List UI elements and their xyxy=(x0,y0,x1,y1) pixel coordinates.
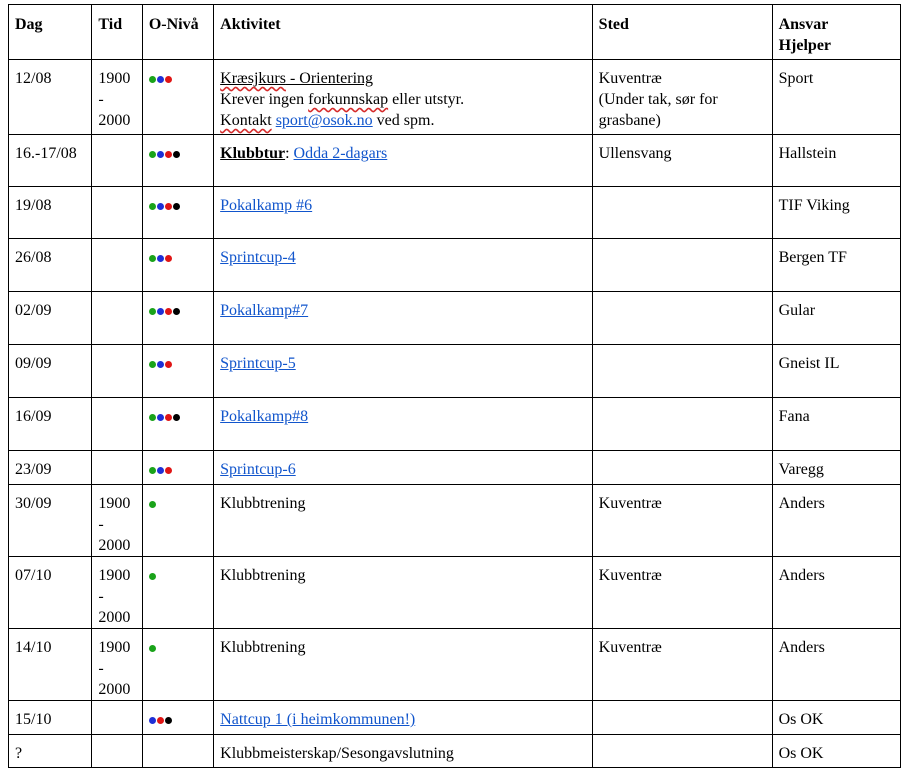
cell-sted xyxy=(592,629,772,701)
cell-ansvar: Gneist IL xyxy=(772,345,900,398)
activity-text: Klubbtrening xyxy=(220,567,306,584)
cell-aktivitet xyxy=(214,135,593,187)
activity-bold-label: Klubbtur xyxy=(220,145,286,162)
header-row xyxy=(9,5,901,60)
cell-ansvar: Sport xyxy=(772,60,900,135)
cell-ansvar: Anders xyxy=(772,629,900,701)
black-dot-icon xyxy=(165,717,172,724)
cell-tid xyxy=(92,135,142,187)
activity-note-a: Krever ingen xyxy=(220,91,309,108)
sted-line1: Kuventræ xyxy=(598,639,662,656)
cell-sted xyxy=(592,451,772,485)
level-dots xyxy=(149,573,156,580)
cell-dag: 07/10 xyxy=(9,557,92,629)
green-dot-icon xyxy=(149,255,156,262)
green-dot-icon xyxy=(149,414,156,421)
header-sted: Sted xyxy=(592,5,772,60)
level-dots xyxy=(149,151,180,158)
cell-niva xyxy=(142,629,213,701)
cell-dag: 26/08 xyxy=(9,239,92,292)
sted-line2: (Under tak, sør for xyxy=(598,91,718,108)
black-dot-icon xyxy=(173,151,180,158)
cell-aktivitet xyxy=(214,557,593,629)
activity-link[interactable]: Pokalkamp #6 xyxy=(220,197,313,214)
header-ansvar xyxy=(772,5,900,60)
cell-niva xyxy=(142,701,213,735)
cell-aktivitet xyxy=(214,398,593,451)
activity-note-c: eller utstyr. xyxy=(388,91,465,108)
table-row xyxy=(9,485,901,557)
activity-note xyxy=(220,89,586,110)
cell-niva xyxy=(142,345,213,398)
activity-contact-suffix: ved spm. xyxy=(372,112,435,129)
green-dot-icon xyxy=(149,308,156,315)
cell-ansvar: Anders xyxy=(772,557,900,629)
table-row xyxy=(9,451,901,485)
red-dot-icon xyxy=(165,255,172,262)
green-dot-icon xyxy=(149,645,156,652)
activity-link[interactable]: Sprintcup-6 xyxy=(220,461,296,478)
cell-tid xyxy=(92,398,142,451)
activity-contact xyxy=(220,110,586,131)
activity-link[interactable]: Sprintcup-4 xyxy=(220,249,296,266)
header-dag: Dag xyxy=(9,5,92,60)
cell-ansvar: Varegg xyxy=(772,451,900,485)
activity-link[interactable]: Sprintcup-5 xyxy=(220,355,296,372)
activity-text: Klubbmeisterskap/Sesongavslutning xyxy=(220,745,454,762)
cell-tid xyxy=(92,345,142,398)
header-ansvar-line1: Ansvar xyxy=(778,16,829,33)
cell-tid xyxy=(92,187,142,239)
blue-dot-icon xyxy=(157,467,164,474)
blue-dot-icon xyxy=(149,717,156,724)
level-dots xyxy=(149,361,172,368)
cell-aktivitet xyxy=(214,701,593,735)
cell-dag: 09/09 xyxy=(9,345,92,398)
cell-dag: ? xyxy=(9,735,92,768)
cell-dag: 19/08 xyxy=(9,187,92,239)
sted-line1: Kuventræ xyxy=(598,70,662,87)
red-dot-icon xyxy=(165,76,172,83)
blue-dot-icon xyxy=(157,151,164,158)
cell-niva xyxy=(142,485,213,557)
cell-tid-end: 2000 xyxy=(98,609,131,626)
cell-sted xyxy=(592,398,772,451)
cell-ansvar: Os OK xyxy=(772,701,900,735)
cell-aktivitet xyxy=(214,485,593,557)
sted-line1: Kuventræ xyxy=(598,495,662,512)
cell-aktivitet xyxy=(214,60,593,135)
cell-tid xyxy=(92,735,142,768)
activity-text: Klubbtrening xyxy=(220,495,306,512)
cell-dag: 14/10 xyxy=(9,629,92,701)
cell-dag: 16/09 xyxy=(9,398,92,451)
cell-sted xyxy=(592,239,772,292)
cell-niva xyxy=(142,557,213,629)
sted-line3: grasbane) xyxy=(598,112,661,129)
level-dots xyxy=(149,76,172,83)
green-dot-icon xyxy=(149,573,156,580)
table-row xyxy=(9,345,901,398)
cell-aktivitet xyxy=(214,345,593,398)
blue-dot-icon xyxy=(157,361,164,368)
red-dot-icon xyxy=(165,361,172,368)
blue-dot-icon xyxy=(157,308,164,315)
red-dot-icon xyxy=(165,151,172,158)
cell-ansvar: Bergen TF xyxy=(772,239,900,292)
cell-niva xyxy=(142,187,213,239)
cell-dag: 30/09 xyxy=(9,485,92,557)
cell-niva xyxy=(142,398,213,451)
level-dots xyxy=(149,203,180,210)
activity-separator: : xyxy=(285,145,294,162)
red-dot-icon xyxy=(165,414,172,421)
table-row xyxy=(9,398,901,451)
cell-tid xyxy=(92,629,142,701)
cell-tid xyxy=(92,60,142,135)
cell-tid xyxy=(92,451,142,485)
green-dot-icon xyxy=(149,361,156,368)
activity-title-b: - Orientering xyxy=(285,70,374,87)
cell-aktivitet xyxy=(214,292,593,345)
level-dots xyxy=(149,717,172,724)
cell-ansvar: Hallstein xyxy=(772,135,900,187)
level-dots xyxy=(149,645,156,652)
cell-dag: 12/08 xyxy=(9,60,92,135)
blue-dot-icon xyxy=(157,203,164,210)
activity-text: Klubbtrening xyxy=(220,639,306,656)
cell-sted xyxy=(592,557,772,629)
cell-tid xyxy=(92,701,142,735)
activity-title-a: Kræsjkurs xyxy=(220,70,286,87)
blue-dot-icon xyxy=(157,255,164,262)
cell-tid-start: 1900 - xyxy=(98,639,131,677)
cell-dag: 23/09 xyxy=(9,451,92,485)
cell-ansvar: Anders xyxy=(772,485,900,557)
cell-tid xyxy=(92,292,142,345)
table-row xyxy=(9,701,901,735)
table-row xyxy=(9,629,901,701)
cell-niva xyxy=(142,135,213,187)
cell-niva xyxy=(142,451,213,485)
cell-tid-start: 1900 - xyxy=(98,567,131,605)
activity-note-b: forkunnskap xyxy=(308,91,389,108)
green-dot-icon xyxy=(149,203,156,210)
cell-dag: 02/09 xyxy=(9,292,92,345)
sted-line1: Ullensvang xyxy=(598,145,672,162)
cell-niva xyxy=(142,735,213,768)
cell-sted xyxy=(592,345,772,398)
level-dots xyxy=(149,467,172,474)
blue-dot-icon xyxy=(157,414,164,421)
activity-link[interactable]: Pokalkamp#7 xyxy=(220,302,309,319)
header-aktivitet: Aktivitet xyxy=(214,5,593,60)
cell-dag: 16.-17/08 xyxy=(9,135,92,187)
cell-sted xyxy=(592,735,772,768)
level-dots xyxy=(149,414,180,421)
cell-ansvar: TIF Viking xyxy=(772,187,900,239)
level-dots xyxy=(149,501,156,508)
cell-sted xyxy=(592,485,772,557)
red-dot-icon xyxy=(165,203,172,210)
cell-tid-end: 2000 xyxy=(98,537,131,554)
activity-link[interactable]: Nattcup 1 (i heimkommunen!) xyxy=(220,711,416,728)
cell-niva xyxy=(142,60,213,135)
cell-tid xyxy=(92,485,142,557)
sted-line1: Kuventræ xyxy=(598,567,662,584)
red-dot-icon xyxy=(165,308,172,315)
activity-link[interactable]: Pokalkamp#8 xyxy=(220,408,309,425)
cell-ansvar: Fana xyxy=(772,398,900,451)
activity-contact-label: Kontakt xyxy=(220,112,272,129)
cell-tid-end: 2000 xyxy=(98,681,131,698)
level-dots xyxy=(149,255,172,262)
blue-dot-icon xyxy=(157,76,164,83)
table-row xyxy=(9,60,901,135)
activity-link[interactable]: Odda 2-dagars xyxy=(293,145,388,162)
cell-niva xyxy=(142,239,213,292)
cell-ansvar: Os OK xyxy=(772,735,900,768)
cell-sted xyxy=(592,292,772,345)
cell-sted xyxy=(592,701,772,735)
header-ansvar-line2: Hjelper xyxy=(778,37,832,54)
green-dot-icon xyxy=(149,151,156,158)
table-row xyxy=(9,557,901,629)
black-dot-icon xyxy=(173,308,180,315)
black-dot-icon xyxy=(173,414,180,421)
header-niva: O-Nivå xyxy=(142,5,213,60)
cell-ansvar: Gular xyxy=(772,292,900,345)
activity-title xyxy=(220,68,586,89)
green-dot-icon xyxy=(149,76,156,83)
cell-aktivitet xyxy=(214,239,593,292)
header-tid: Tid xyxy=(92,5,142,60)
table-row xyxy=(9,735,901,768)
cell-aktivitet xyxy=(214,629,593,701)
cell-tid xyxy=(92,239,142,292)
cell-tid-end: 2000 xyxy=(98,112,131,129)
cell-aktivitet xyxy=(214,451,593,485)
cell-aktivitet xyxy=(214,187,593,239)
contact-email-link[interactable]: sport@osok.no xyxy=(275,112,373,129)
green-dot-icon xyxy=(149,501,156,508)
table-row xyxy=(9,187,901,239)
red-dot-icon xyxy=(165,467,172,474)
cell-dag: 15/10 xyxy=(9,701,92,735)
cell-tid-start: 1900 - xyxy=(98,495,131,533)
black-dot-icon xyxy=(173,203,180,210)
table-row xyxy=(9,292,901,345)
table-row xyxy=(9,135,901,187)
cell-sted xyxy=(592,135,772,187)
schedule-table xyxy=(8,4,901,768)
table-row xyxy=(9,239,901,292)
green-dot-icon xyxy=(149,467,156,474)
cell-tid-start: 1900 - xyxy=(98,70,131,108)
cell-niva xyxy=(142,292,213,345)
cell-sted xyxy=(592,187,772,239)
red-dot-icon xyxy=(157,717,164,724)
cell-tid xyxy=(92,557,142,629)
cell-sted xyxy=(592,60,772,135)
cell-aktivitet xyxy=(214,735,593,768)
level-dots xyxy=(149,308,180,315)
